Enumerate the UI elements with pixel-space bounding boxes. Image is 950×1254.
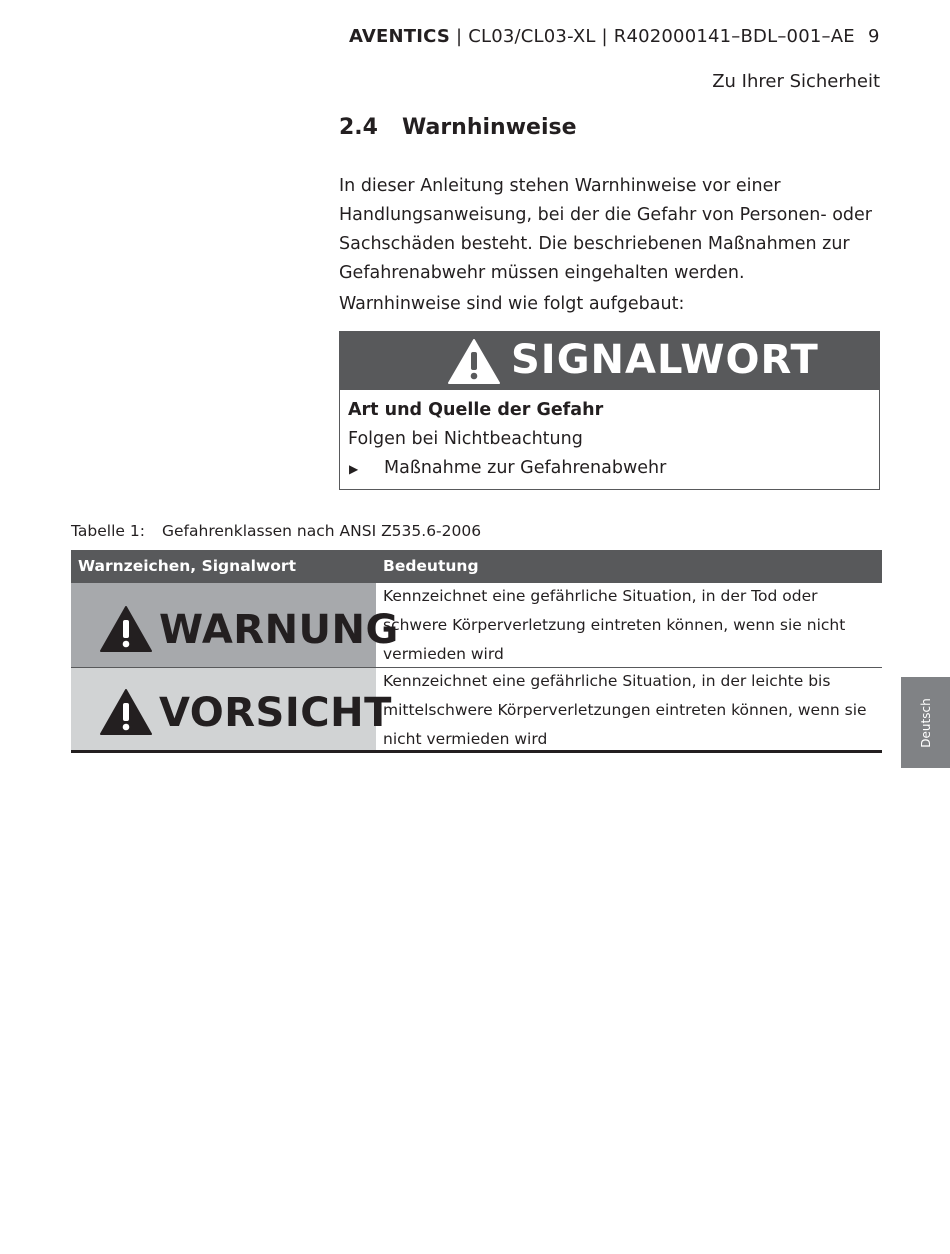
column-header-signal: Warnzeichen, Signalwort [78,557,296,575]
structure-paragraph: Warnhinweise sind wie folgt aufgebaut: [339,294,685,314]
bullet-arrow-icon: ▶ [349,462,359,476]
hazard-consequences: Folgen bei Nichtbeachtung [348,429,583,449]
signal-header [340,332,879,390]
table-row [71,583,882,668]
section-number: 2.4 [339,115,378,140]
brand-name: AVENTICS [349,26,451,47]
meaning-cell: Kennzeichnet eine gefährliche Situation, in der Tod oder schwere Körperverletzung eintreten können, wenn sie nicht vermieden wird [383,587,846,663]
signal-word-warnung: WARNUNG [159,607,399,653]
warning-structure-box [339,331,880,490]
table-caption-label: Tabelle 1: [71,522,145,540]
table-caption: Gefahrenklassen nach ANSI Z535.6-2006 [162,522,482,540]
table-header-row [71,550,882,583]
language-tab[interactable] [901,677,950,768]
intro-paragraph: In dieser Anleitung stehen Warnhinweise vor einer Handlungsanweisung, bei der die Gefahr von Personen- oder Sachschäden besteht. Die beschriebenen Maßnahmen zur Gefahrenabwehr müssen eingehalten werden. [339,176,872,283]
hazard-type-source: Art und Quelle der Gefahr [348,400,604,420]
running-header [349,26,855,47]
hazard-measure: Maßnahme zur Gefahrenabwehr [384,458,667,478]
page-number: 9 [868,26,880,47]
chapter-running-title: Zu Ihrer Sicherheit [712,71,880,92]
column-header-meaning: Bedeutung [383,557,479,575]
language-tab-label: Deutsch [918,697,933,748]
table-row [71,668,882,753]
warning-triangle-icon [99,605,153,653]
signal-cell [71,668,392,750]
meaning-cell: Kennzeichnet eine gefährliche Situation, in der leichte bis mittelschwere Körperverletzungen eintreten können, wenn sie nicht vermieden wird [383,672,867,748]
warning-triangle-icon [447,338,501,385]
signal-cell [71,583,399,667]
section-title: Warnhinweise [402,115,577,140]
warning-triangle-icon [99,688,153,736]
signal-word-vorsicht: VORSICHT [159,690,392,736]
document-reference: | CL03/CL03-XL | R402000141–BDL–001–AE [450,26,855,47]
signal-word: SIGNALWORT [511,337,819,383]
